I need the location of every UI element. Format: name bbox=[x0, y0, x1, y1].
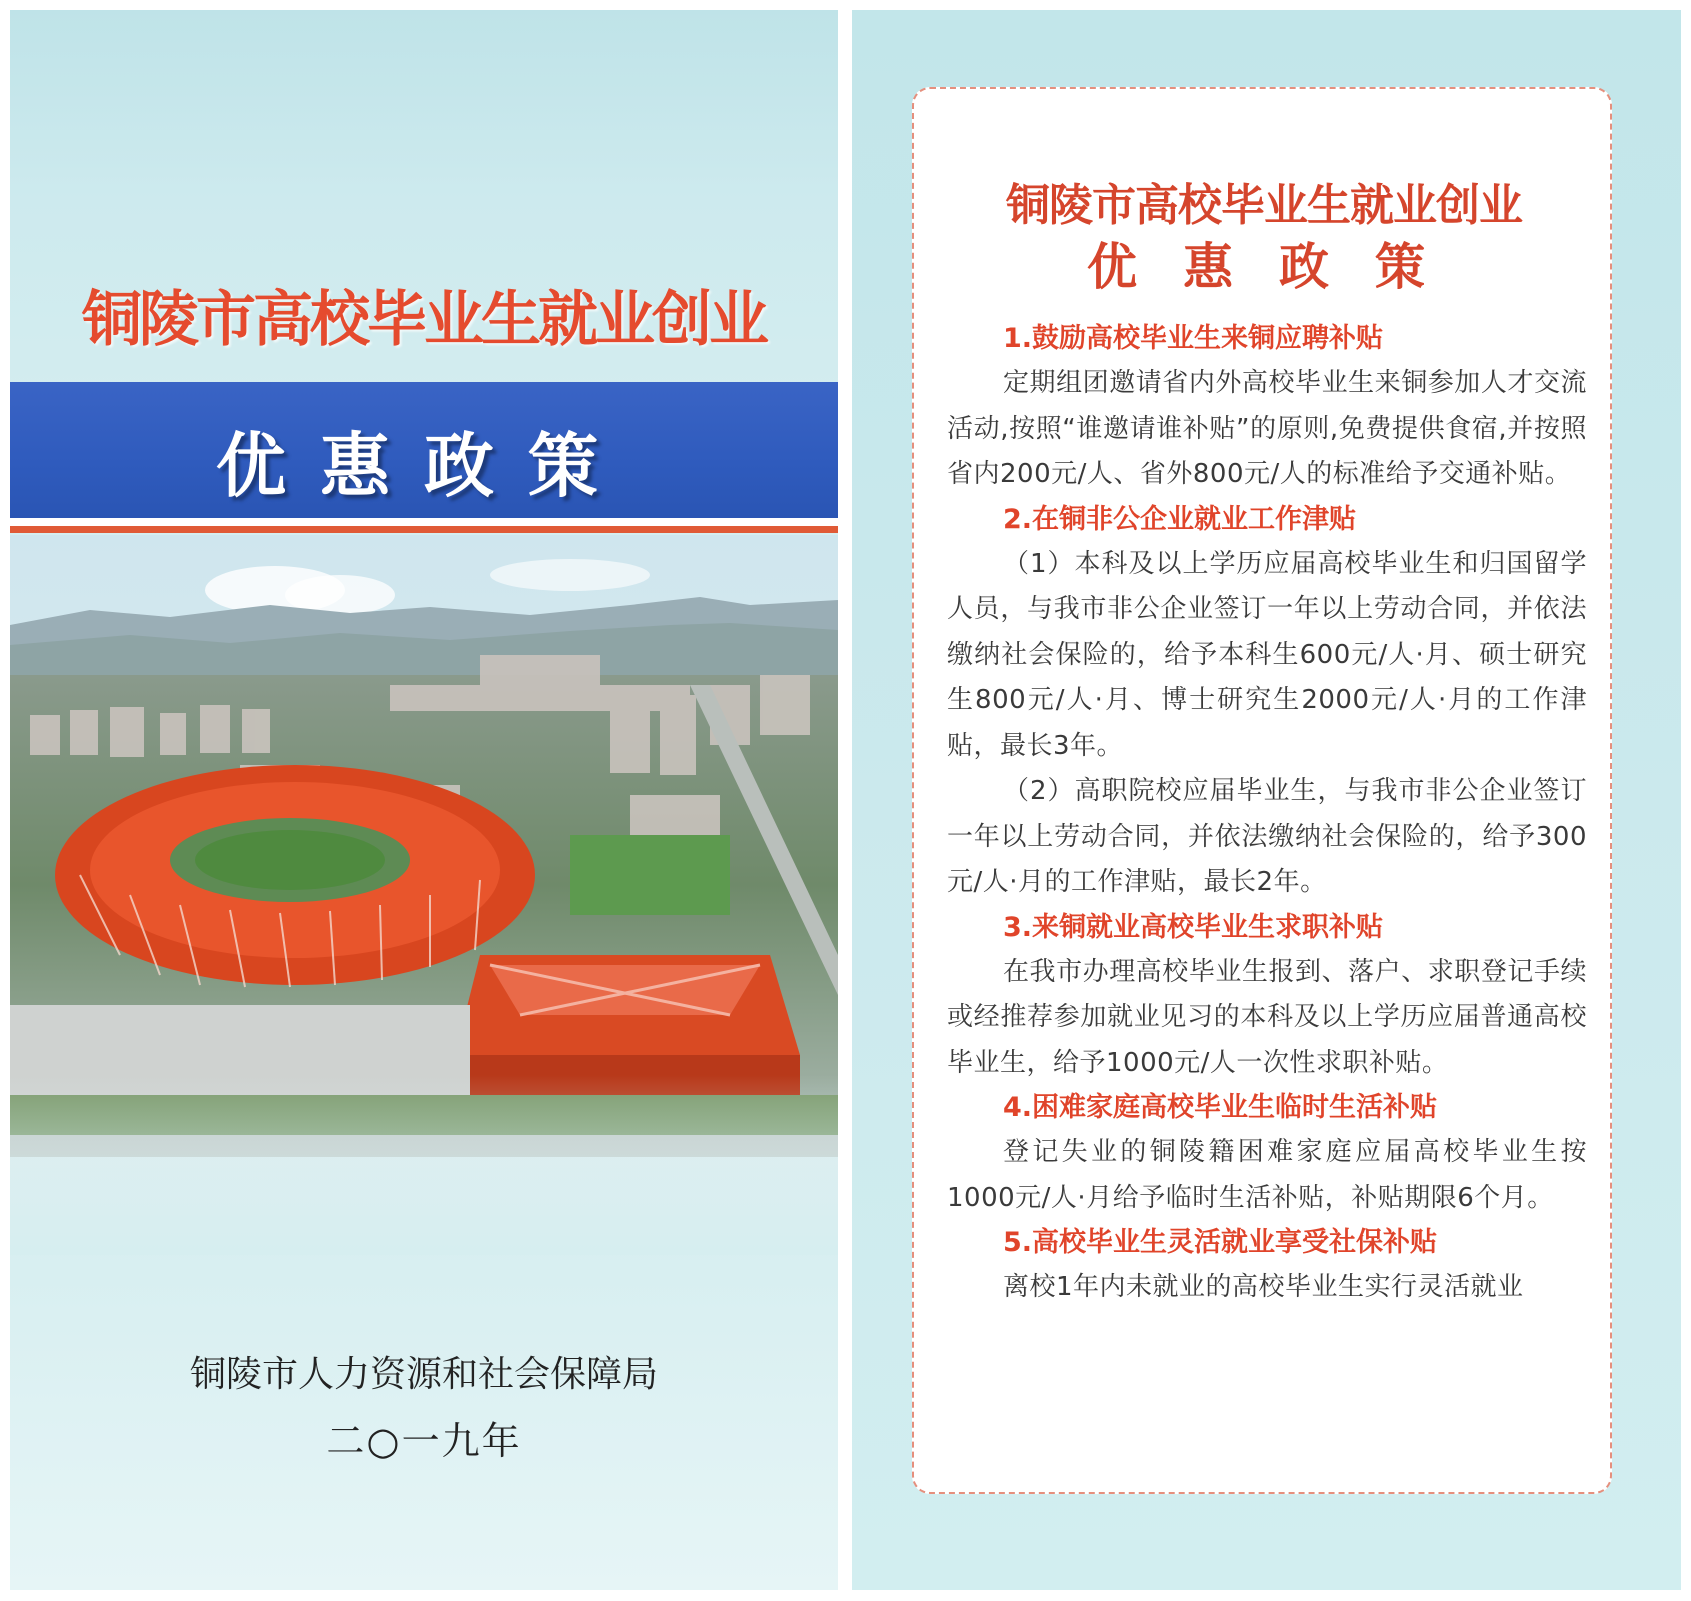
policy-content bbox=[947, 317, 1587, 1311]
band-divider-red bbox=[10, 526, 838, 533]
brochure-inside-panel bbox=[852, 10, 1681, 1590]
brochure-cover bbox=[10, 10, 838, 1590]
section-heading: 1.鼓励高校毕业生来铜应聘补贴 bbox=[1003, 323, 1384, 354]
cover-title: 铜陵市高校毕业生就业创业 bbox=[82, 285, 766, 355]
section-paragraph: 登记失业的铜陵籍困难家庭应届高校毕业生按1000元/人·月给予临时生活补贴，补贴期限6个月。 bbox=[947, 1137, 1587, 1213]
section-heading: 5.高校毕业生灵活就业享受社保补贴 bbox=[1003, 1227, 1438, 1258]
policy-text-box bbox=[912, 87, 1612, 1494]
band-divider-white bbox=[10, 518, 838, 526]
section-paragraph: （2）高职院校应届毕业生，与我市非公企业签订一年以上劳动合同，并依法缴纳社会保险的，给予300元/人·月的工作津贴，最长2年。 bbox=[947, 776, 1587, 897]
policy-subtitle: 优惠政策 bbox=[1087, 237, 1471, 296]
stadium-aerial-photo bbox=[10, 535, 838, 1255]
section-heading: 4.困难家庭高校毕业生临时生活补贴 bbox=[1003, 1092, 1438, 1123]
section-paragraph: 定期组团邀请省内外高校毕业生来铜参加人才交流活动,按照“谁邀请谁补贴”的原则,免费提供食宿,并按照省内200元/人、省外800元/人的标准给予交通补贴。 bbox=[947, 368, 1587, 489]
section-paragraph: 离校1年内未就业的高校毕业生实行灵活就业 bbox=[1003, 1272, 1524, 1302]
cover-organization: 铜陵市人力资源和社会保障局 bbox=[189, 1354, 658, 1395]
section-paragraph: 在我市办理高校毕业生报到、落户、求职登记手续或经推荐参加就业见习的本科及以上学历应届普通高校毕业生，给予1000元/人一次性求职补贴。 bbox=[947, 956, 1587, 1078]
cover-subtitle: 优惠政策 bbox=[216, 424, 632, 507]
section-paragraph: （1）本科及以上学历应届高校毕业生和归国留学人员，与我市非公企业签订一年以上劳动合同，并依法缴纳社会保险的，给予本科生600元/人·月、硕士研究生800元/人·月、博士研究生2000元/人·月的工作津贴，最长3年。 bbox=[947, 548, 1587, 761]
policy-title: 铜陵市高校毕业生就业创业 bbox=[1006, 180, 1522, 231]
cover-year: 二○一九年 bbox=[326, 1419, 522, 1463]
section-heading: 3.来铜就业高校毕业生求职补贴 bbox=[1003, 911, 1384, 943]
section-heading: 2.在铜非公企业就业工作津贴 bbox=[1003, 503, 1357, 535]
